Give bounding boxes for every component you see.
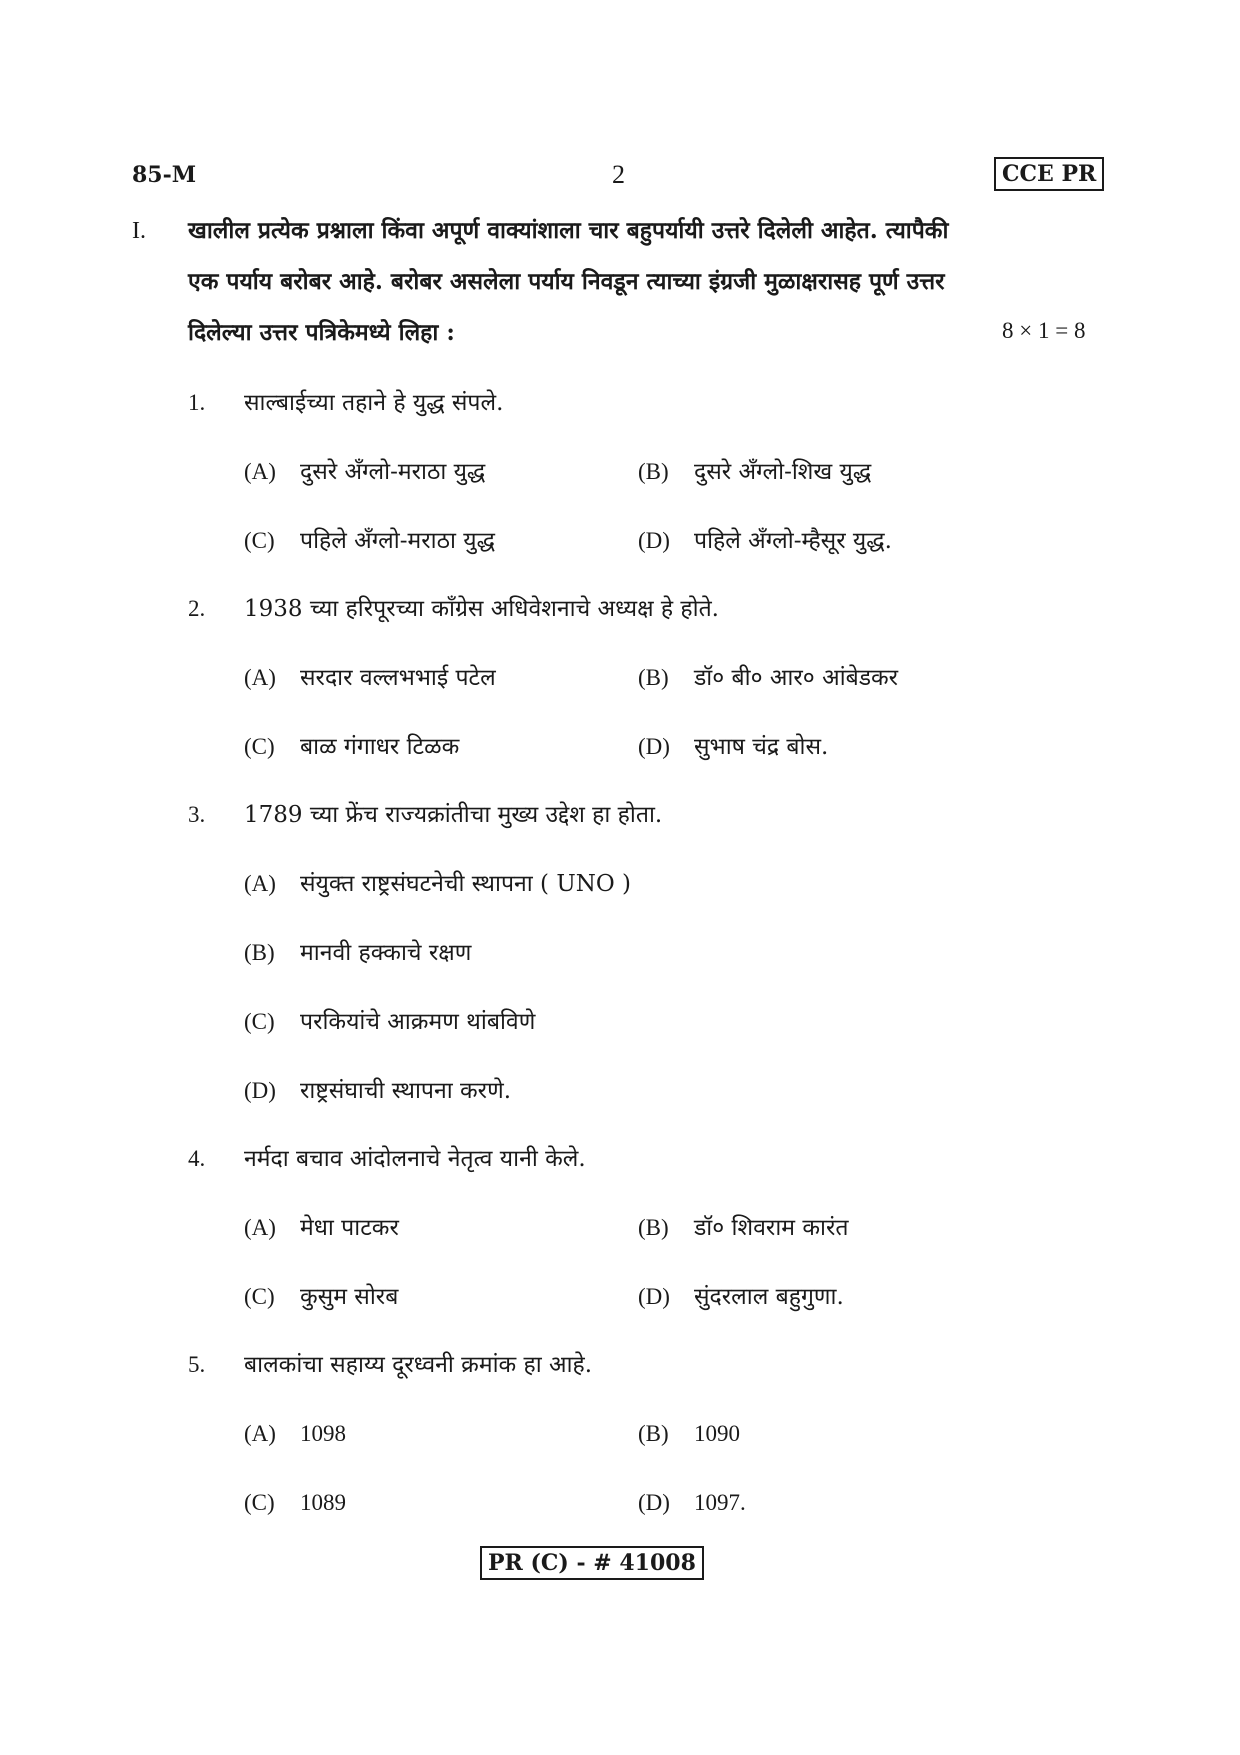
option-text: 1089 bbox=[300, 1490, 346, 1515]
option-label: (C) bbox=[244, 1284, 275, 1309]
question-text: नर्मदा बचाव आंदोलनाचे नेतृत्व यानी केले. bbox=[244, 1146, 586, 1172]
question-text: 1938 च्या हरिपूरच्या काँग्रेस अधिवेशनाचे अध्यक्ष हे होते. bbox=[244, 596, 719, 622]
option-label: (C) bbox=[244, 734, 275, 759]
option-text: राष्ट्रसंघाची स्थापना करणे. bbox=[300, 1078, 512, 1104]
footer-code: PR (C) - # 41008 bbox=[480, 1546, 704, 1580]
option-text: पहिले अँग्लो-म्हैसूर युद्ध. bbox=[694, 528, 892, 554]
option-text: मानवी हक्काचे रक्षण bbox=[300, 940, 472, 966]
option-label: (B) bbox=[638, 665, 669, 690]
question-number: 1. bbox=[188, 390, 206, 415]
option-text: पहिले अँग्लो-मराठा युद्ध bbox=[300, 528, 495, 554]
option-label: (C) bbox=[244, 1490, 275, 1515]
paper-code: 85-M bbox=[132, 162, 197, 188]
series-badge: CCE PR bbox=[994, 157, 1104, 191]
option-label: (D) bbox=[638, 734, 670, 759]
option-text: 1098 bbox=[300, 1421, 346, 1446]
question-text: 1789 च्या फ्रेंच राज्यक्रांतीचा मुख्य उद्देश हा होता. bbox=[244, 802, 663, 828]
option-text: सुभाष चंद्र बोस. bbox=[694, 734, 829, 760]
question-number: 4. bbox=[188, 1146, 206, 1171]
option-text: सुंदरलाल बहुगुणा. bbox=[694, 1284, 844, 1310]
option-text: संयुक्त राष्ट्रसंघटनेची स्थापना ( UNO ) bbox=[300, 871, 631, 897]
option-text: कुसुम सोरब bbox=[300, 1284, 399, 1310]
question-number: 5. bbox=[188, 1352, 206, 1377]
question-number: 3. bbox=[188, 802, 206, 827]
option-text: डॉ० शिवराम कारंत bbox=[694, 1215, 849, 1241]
option-label: (D) bbox=[244, 1078, 276, 1103]
option-label: (B) bbox=[638, 1421, 669, 1446]
option-text: दुसरे अँग्लो-मराठा युद्ध bbox=[300, 459, 486, 485]
question-number: 2. bbox=[188, 596, 206, 621]
option-label: (A) bbox=[244, 1215, 276, 1240]
option-label: (A) bbox=[244, 665, 276, 690]
question-text: बालकांचा सहाय्य दूरध्वनी क्रमांक हा आहे. bbox=[244, 1352, 593, 1378]
option-text: मेधा पाटकर bbox=[300, 1215, 399, 1241]
option-text: बाळ गंगाधर टिळक bbox=[300, 734, 460, 760]
option-label: (A) bbox=[244, 871, 276, 896]
section-number: I. bbox=[132, 218, 146, 244]
option-label: (A) bbox=[244, 459, 276, 484]
option-label: (C) bbox=[244, 1009, 275, 1034]
option-label: (D) bbox=[638, 1284, 670, 1309]
option-text: दुसरे अँग्लो-शिख युद्ध bbox=[694, 459, 872, 485]
option-label: (B) bbox=[244, 940, 275, 965]
option-label: (A) bbox=[244, 1421, 276, 1446]
marks-allocation: 8 × 1 = 8 bbox=[1002, 318, 1086, 343]
option-label: (D) bbox=[638, 1490, 670, 1515]
option-text: परकियांचे आक्रमण थांबविणे bbox=[300, 1009, 536, 1035]
option-text: 1097. bbox=[694, 1490, 746, 1515]
option-label: (C) bbox=[244, 528, 275, 553]
option-label: (D) bbox=[638, 528, 670, 553]
instruction-line-3: दिलेल्या उत्तर पत्रिकेमध्ये लिहा : bbox=[188, 319, 455, 346]
option-text: सरदार वल्लभभाई पटेल bbox=[300, 665, 496, 691]
option-text: 1090 bbox=[694, 1421, 740, 1446]
instruction-line-2: एक पर्याय बरोबर आहे. बरोबर असलेला पर्याय निवडून त्याच्या इंग्रजी मुळाक्षरासह पूर्ण उत्तर bbox=[188, 268, 945, 295]
option-label: (B) bbox=[638, 1215, 669, 1240]
option-text: डॉ० बी० आर० आंबेडकर bbox=[694, 665, 899, 691]
option-label: (B) bbox=[638, 459, 669, 484]
page-number: 2 bbox=[612, 160, 625, 189]
question-text: साल्बाईच्या तहाने हे युद्ध संपले. bbox=[244, 390, 504, 416]
instruction-line-1: खालील प्रत्येक प्रश्नाला किंवा अपूर्ण वाक्यांशाला चार बहुपर्यायी उत्तरे दिलेली आहेत. त्यापैकी bbox=[188, 217, 949, 244]
